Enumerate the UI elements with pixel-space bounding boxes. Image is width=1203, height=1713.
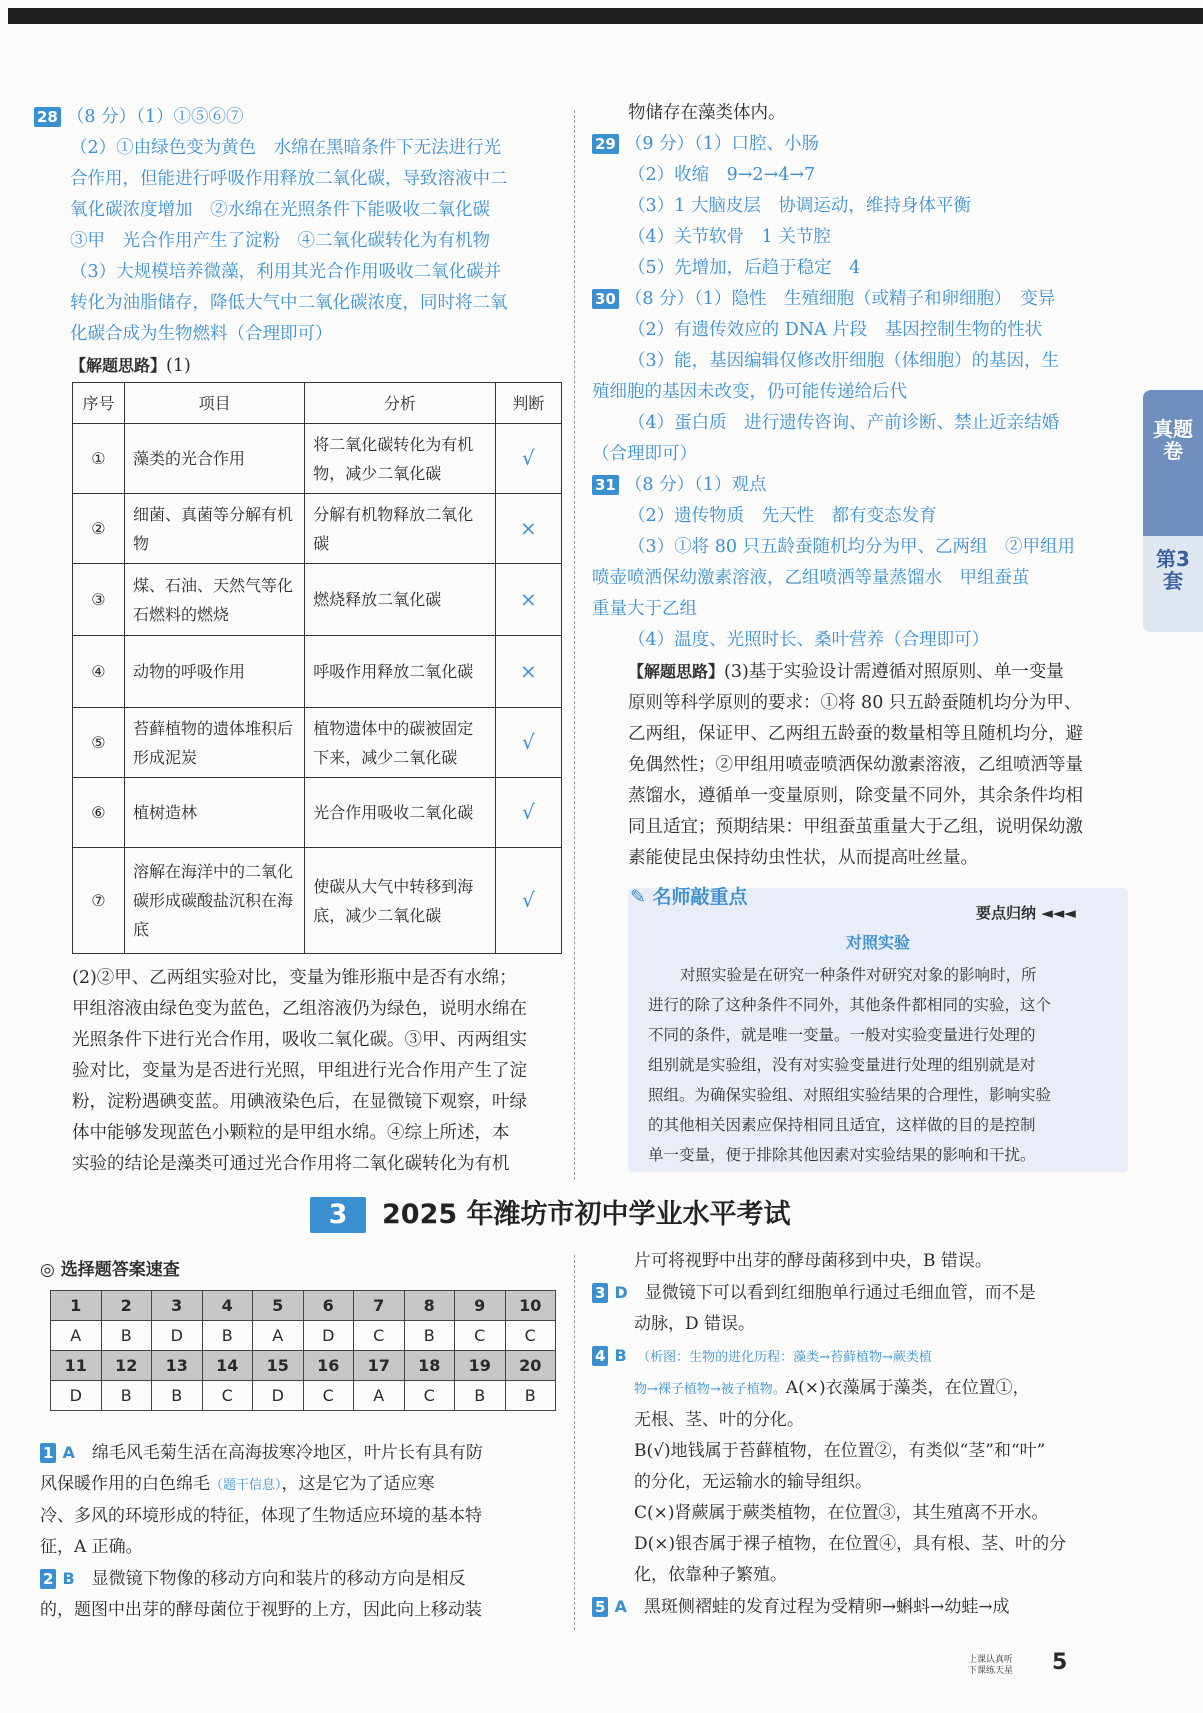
q30-heading: 30 （8 分）（1）隐性 生殖细胞（或精子和卵细胞） 变异: [592, 284, 1132, 315]
cross-mark: ×: [495, 494, 561, 564]
column-divider: [574, 110, 575, 1180]
section-title: 3 2025 年潍坊市初中学业水平考试: [310, 1192, 870, 1233]
check-mark: √: [495, 778, 561, 848]
q31-line: （2）遗传物质 先天性 都有变态发育: [628, 506, 937, 526]
jieti-heading: 【解题思路】(1): [70, 356, 191, 376]
grid-row: A B D B A D C B C C: [51, 1321, 556, 1351]
jieti-line: 【解题思路】(3)基于实验设计需遵循对照原则、单一变量: [628, 662, 1064, 682]
answer-1: 1 A 绵毛风毛菊生活在高海拔寒冷地区，叶片长有具有防: [40, 1437, 570, 1469]
q31-line: 喷壶喷洒保幼激素溶液，乙组喷洒等量蒸馏水 甲组蚕茧: [592, 568, 1030, 588]
explanation-line: 验对比，变量为是否进行光照，甲组进行光合作用产生了淀: [72, 1061, 527, 1081]
analysis-table: [72, 382, 562, 954]
check-mark: √: [495, 848, 561, 954]
footer-slogan: 上课认真听 下课练天星: [968, 1655, 1014, 1676]
answer-4: 4 B （析图：生物的进化历程：藻类→苔藓植物→蕨类植: [592, 1340, 1132, 1373]
table-header-row: [73, 383, 562, 424]
q28-line: 氧化碳浓度增加 ②水绵在光照条件下能吸收二氧化碳: [70, 200, 490, 220]
quick-answer-label: ◎ 选择题答案速查: [40, 1260, 180, 1280]
explanation-line: 光照条件下进行光合作用，吸收二氧化碳。③甲、丙两组实: [72, 1030, 527, 1050]
table-row: ⑤ 苔藓植物的遗体堆积后形成泥炭 植物遗体中的碳被固定下来，减少二氧化碳 √: [73, 708, 562, 778]
q30-line: （4）蛋白质 进行遗传咨询、产前诊断、禁止近亲结婚: [628, 413, 1060, 433]
table-row: ③ 煤、石油、天然气等化石燃料的燃烧 燃烧释放二氧化碳 ×: [73, 564, 562, 636]
q28-line: 化碳合成为生物燃料（合理即可）: [70, 324, 333, 344]
cross-mark: ×: [495, 564, 561, 636]
jieti-line: 蒸馏水，遵循单一变量原则，除变量不同外，其余条件均相: [628, 786, 1083, 806]
q28-number: 28: [34, 107, 61, 127]
table-header: 判断: [495, 383, 561, 424]
grid-row: D B B C D C A C B B: [51, 1381, 556, 1411]
box-text: 对照实验是在研究一种条件对研究对象的影响时，所 进行的除了这种条件不同外，其他条件都相同的实验，这个 不同的条件，就是唯一变量。一般对实验变量进行处理的 组别就是实验组，没有对实验变量进行处理的组别就是对 照组。为确保实验组、对照组实验结果的合理性，影响实验 的其他相关因素应保持相同且适宜，这样做的目的是控制 单一变量，便于排除其他因素对实验结果的影响和干扰。: [648, 966, 1052, 1164]
q31-line: 重量大于乙组: [592, 599, 697, 619]
check-mark: √: [495, 708, 561, 778]
key-points-tag: 要点归纳 ◄◄◄: [976, 904, 1076, 922]
search-icon: ◎: [40, 1260, 55, 1280]
explanation-line: 甲组溶液由绿色变为蓝色，乙组溶液仍为绿色，说明水绵在: [72, 999, 527, 1019]
answer-5: 5 A 黑斑侧褶蛙的发育过程为受精卵→蝌蚪→幼蛙→成: [592, 1591, 1132, 1623]
table-header: 项目: [124, 383, 304, 424]
jieti-line: 同且适宜；预期结果：甲组蚕茧重量大于乙组，说明保幼激: [628, 817, 1083, 837]
q28-line: （2）①由绿色变为黄色 水绵在黑暗条件下无法进行光: [70, 138, 502, 158]
q31-line: （4）温度、光照时长、桑叶营养（合理即可）: [628, 630, 990, 650]
q30-line: （合理即可）: [592, 444, 697, 464]
q28-line: 转化为油脂储存，降低大气中二氧化碳浓度，同时将二氧: [70, 293, 508, 313]
right-column: [592, 98, 1132, 874]
q29-line: （5）先增加，后趋于稳定 4: [628, 258, 861, 278]
q28-line: ③甲 光合作用产生了淀粉 ④二氧化碳转化为有机物: [70, 231, 490, 251]
column-divider-bottom: [574, 1255, 575, 1630]
q29-heading: 29 （9 分）（1）口腔、小肠: [592, 129, 1132, 160]
table-row: ⑥ 植树造林 光合作用吸收二氧化碳 √: [73, 778, 562, 848]
bottom-right-column: 片可将视野中出芽的酵母菌移到中央，B 错误。 3 D 显微镜下可以看到红细胞单行通过毛细血管，而不是 动脉，D 错误。 4 B （析图：生物的进化历程：藻类→苔藓植物→蕨类植 物→裸子植物→被子植物。A(×)衣藻属于藻类，在位置①， 无根、茎、叶的分化。 B(√)地钱属于苔藓植物，在位置②，有类似“茎”和“叶” 的分化，无运输水的输导组织。 C(×)肾蕨属于蕨类植物，在位置③，其生殖离不开水。 D(×)银杏属于裸子植物，在位置④，具有根、茎、叶的分 化，依靠种子繁殖。 5 A 黑斑侧褶蛙的发育过程为受精卵→蝌蚪→幼蛙→成: [592, 1246, 1132, 1623]
box-title: 对照实验: [845, 933, 910, 952]
answer-2: 2 B 显微镜下物像的移动方向和装片的移动方向是相反: [40, 1563, 570, 1595]
side-tab-set: 第3套: [1156, 547, 1190, 593]
table-header: 分析: [305, 383, 496, 424]
q30-number: 30: [592, 289, 619, 309]
explanation-line: (2)②甲、乙两组实验对比，变量为锥形瓶中是否有水绵；: [72, 968, 517, 988]
q28-line: （3）大规模培养微藻，利用其光合作用吸收二氧化碳并: [70, 262, 502, 282]
teacher-notes-header: ✎ 名师敲重点: [630, 886, 748, 908]
q29-line: （2）收缩 9→2→4→7: [628, 165, 816, 185]
q28-line: 合作用，但能进行呼吸作用释放二氧化碳，导致溶液中二: [70, 169, 508, 189]
explanation-line: 粉，淀粉遇碘变蓝。用碘液染色后，在显微镜下观察，叶绿: [72, 1092, 527, 1112]
table-row: ① 藻类的光合作用 将二氧化碳转化为有机物，减少二氧化碳 √: [73, 424, 562, 494]
grid-row: 1 2 3 4 5 6 7 8 9 10: [51, 1291, 556, 1321]
jieti-line: 素能使昆虫保持幼虫性状，从而提高吐丝量。: [628, 848, 978, 868]
q29-number: 29: [592, 134, 619, 154]
cross-mark: ×: [495, 636, 561, 708]
q31-heading: 31 （8 分）（1）观点: [592, 470, 1132, 501]
left-column: [34, 102, 564, 382]
explanation-line: 实验的结论是藻类可通过光合作用将二氧化碳转化为有机: [72, 1154, 510, 1174]
table-row: ② 细菌、真菌等分解有机物 分解有机物释放二氧化碳 ×: [73, 494, 562, 564]
q31-line: （3）①将 80 只五龄蚕随机均分为甲、乙两组 ②甲组用: [628, 537, 1076, 557]
jieti-line: 乙两组，保证甲、乙两组五龄蚕的数量相等且随机均分，避: [628, 724, 1083, 744]
explanation-line: 体中能够发现蓝色小颗粒的是甲组水绵。④综上所述，本: [72, 1123, 510, 1143]
pen-icon: ✎: [630, 886, 646, 908]
answer-grid: [50, 1290, 556, 1411]
jieti-line: 原则等科学原则的要求：①将 80 只五龄蚕随机均分为甲、: [628, 693, 1082, 713]
section-badge: 3: [310, 1197, 366, 1233]
table-row: ⑦ 溶解在海洋中的二氧化碳形成碳酸盐沉积在海底 使碳从大气中转移到海底，减少二氧化碳 √: [73, 848, 562, 954]
page-number: 5: [1052, 1650, 1068, 1675]
top-dark-edge: [8, 8, 1203, 24]
jieti-line: 免偶然性；②甲组用喷壶喷洒保幼激素溶液，乙组喷洒等量: [628, 755, 1083, 775]
q31-number: 31: [592, 475, 619, 495]
q28-explanation: [72, 963, 567, 1180]
q30-line: （3）能，基因编辑仅修改肝细胞（体细胞）的基因，生: [628, 351, 1060, 371]
side-tab-title: 真题卷: [1153, 417, 1193, 463]
bottom-left-column: 1 A 绵毛风毛菊生活在高海拔寒冷地区，叶片长有具有防 风保暖作用的白色绵毛（题干信息），这是它为了适应寒 冷、多风的环境形成的特征，体现了生物适应环境的基本特 征，A 正确。 2 B 显微镜下物像的移动方向和装片的移动方向是相反 的，题图中出芽的酵母菌位于视野的上方，因此向上移动装: [40, 1437, 570, 1626]
check-mark: √: [495, 424, 561, 494]
grid-row: 11 12 13 14 15 16 17 18 19 20: [51, 1351, 556, 1381]
q29-line: （3）1 大脑皮层 协调运动，维持身体平衡: [628, 196, 971, 216]
q29-line: （4）关节软骨 1 关节腔: [628, 227, 831, 247]
q30-line: 殖细胞的基因未改变，仍可能传递给后代: [592, 382, 907, 402]
answer-3: 3 D 显微镜下可以看到红细胞单行通过毛细血管，而不是: [592, 1277, 1132, 1309]
table-header: 序号: [73, 383, 125, 424]
q30-line: （2）有遗传效应的 DNA 片段 基因控制生物的性状: [628, 320, 1043, 340]
table-row: ④ 动物的呼吸作用 呼吸作用释放二氧化碳 ×: [73, 636, 562, 708]
continued-line: 物储存在藻类体内。: [628, 103, 786, 123]
q28-heading: 28 （8 分）（1）①⑤⑥⑦: [34, 102, 564, 133]
